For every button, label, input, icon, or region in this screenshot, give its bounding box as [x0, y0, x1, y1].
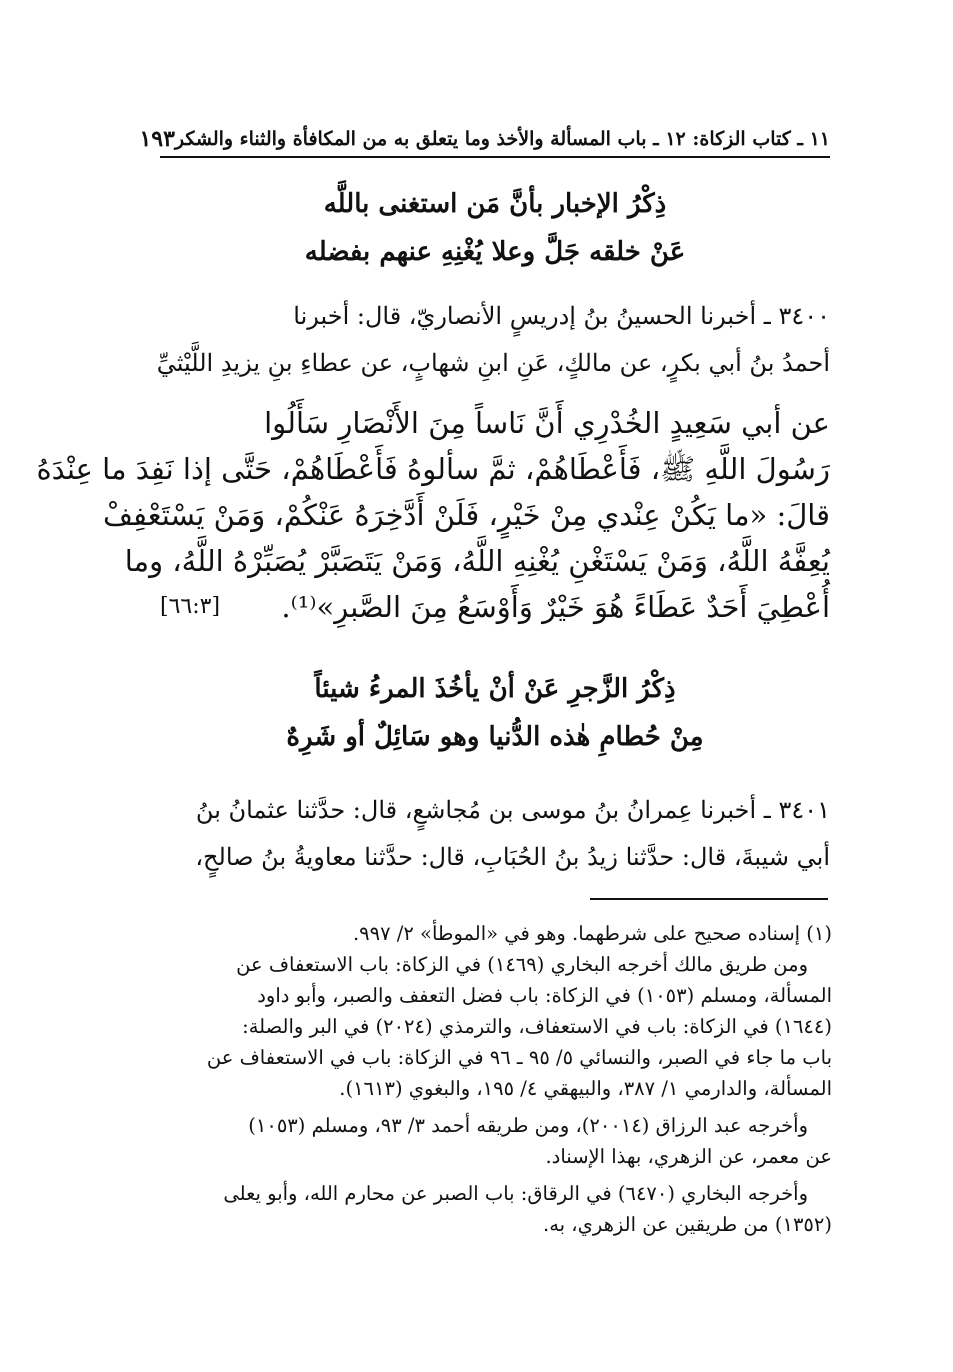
section-heading-1	[160, 180, 830, 276]
hadith-3400-matn	[36, 400, 830, 630]
hadith-3400-isnad	[156, 293, 830, 387]
page-number: ١٩٣	[139, 126, 175, 152]
footnote-line: باب ما جاء في الصبر، والنسائي ٥/ ٩٥ ـ ٩٦ في الزكاة: باب في الاستعفاف عن	[206, 1046, 832, 1069]
running-header	[139, 112, 830, 158]
footnotes	[160, 918, 832, 1240]
footnote-line: (١٦٤٤) في الزكاة: باب في الاستعفاف، والترمذي (٢٠٢٤) في البر والصلة:	[242, 1015, 832, 1038]
heading-line: ذِكْرُ الزَّجرِ عَنْ أنْ يأخُذَ المرءُ شيئاً	[314, 674, 676, 704]
footnote-line: المسألة، ومسلم (١٠٥٣) في الزكاة: باب فضل التعفف والصبر، وأبو داود	[257, 984, 832, 1007]
text-line: أبي شيبةَ، قال: حدَّثنا زيدُ بنُ الحُبَابِ، قال: حدَّثنا معاويةُ بنُ صالحٍ،	[195, 843, 830, 871]
text-line: يُعِفَّهُ اللَّهُ، وَمَنْ يَسْتَغْنِ يُغْنِهِ اللَّهُ، وَمَنْ يَتَصَبَّرْ يُصَبِّرْهُ اللَّهُ، وما	[124, 544, 830, 578]
text-line: ٣٤٠٠ ـ أخبرنا الحسينُ بنُ إدريسٍ الأنصاريّ، قال: أخبرنا	[293, 302, 830, 330]
footnote-line: (١) إسناده صحيح على شرطهما. وهو في «الموطأ» ٢/ ٩٩٧.	[352, 922, 832, 945]
hadith-3401-isnad	[160, 787, 830, 881]
footnote-line: وأخرجه البخاري (٦٤٧٠) في الرقاق: باب الصبر عن محارم الله، وأبو يعلى	[223, 1182, 808, 1205]
text-line: أُعْطِيَ أَحَدٌ عَطَاءً هُوَ خَيْرٌ وَأَوْسَعُ مِنَ الصَّبرِ»⁽¹⁾. [٦٦:٣]	[160, 584, 830, 630]
text-line: أحمدُ بنُ أبي بكرٍ، عن مالكٍ، عَنِ ابنِ شهابٍ، عن عطاءِ بنِ يزيدِ اللَّيْثيِّ	[156, 349, 830, 377]
footnote-line: ومن طريق مالك أخرجه البخاري (١٤٦٩) في الزكاة: باب الاستعفاف عن	[236, 953, 808, 976]
footnote-separator	[590, 898, 828, 900]
footnote-line: عن معمر، عن الزهري، بهذا الإسناد.	[545, 1145, 832, 1168]
heading-line: مِنْ حُطامِ هٰذه الدُّنيا وهو سَائِلٌ أو شَرِهٌ	[286, 722, 704, 752]
section-heading-2	[160, 665, 830, 761]
text-line: قالَ: «ما يَكُنْ عِنْدي مِنْ خَيْرٍ، فَلَنْ أَدَّخِرَهُ عَنْكُمْ، وَمَنْ يَسْتَعْفِفْ	[103, 498, 830, 532]
footnote-line: (١٣٥٢) من طريقين عن الزهري، به.	[543, 1213, 832, 1236]
text-line: رَسُولَ اللَّهِ ﷺ، فَأَعْطَاهُمْ، ثمَّ سألوهُ فَأَعْطَاهُمْ، حَتَّى إذا نَفِدَ ما عِنْدَهُ	[36, 452, 830, 486]
hadith-reference: [٦٦:٣]	[160, 594, 221, 619]
running-header-title: ١١ ـ كتاب الزكاة: ١٢ ـ باب المسألة والأخذ وما يتعلق به من المكافأة والثناء والشكر	[174, 128, 830, 150]
footnote-line: وأخرجه عبد الرزاق (٢٠٠١٤)، ومن طريقه أحمد ٣/ ٩٣، ومسلم (١٠٥٣)	[248, 1114, 808, 1137]
heading-line: ذِكْرُ الإخبار بأنَّ مَن استغنى باللَّه	[323, 189, 667, 219]
heading-line: عَنْ خلقه جَلَّ وعلا يُغْنِهِ عنهم بفضله	[304, 237, 686, 267]
text-line: ٣٤٠١ ـ أخبرنا عِمرانُ بنُ موسى بن مُجاشعٍ، قال: حدَّثنا عثمانُ بنُ	[195, 796, 830, 824]
text-line: عن أبي سَعِيدٍ الخُدْرِي أَنَّ نَاساً مِنَ الأَنْصَارِ سَأَلُوا	[264, 406, 830, 440]
footnote-line: المسألة، والدارمي ١/ ٣٨٧، والبيهقي ٤/ ١٩٥، والبغوي (١٦١٣).	[339, 1077, 832, 1100]
